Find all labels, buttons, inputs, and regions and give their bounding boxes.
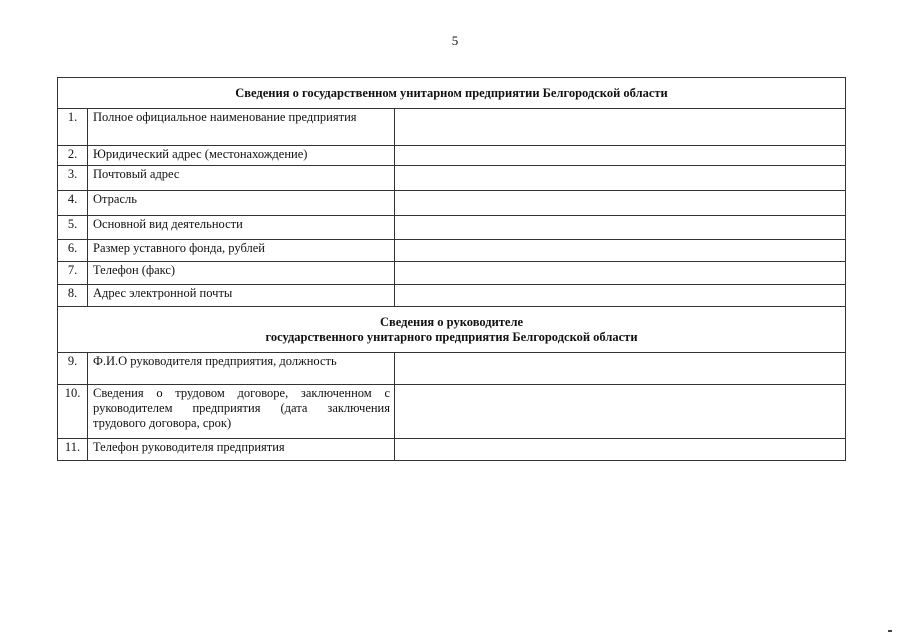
table-row: [58, 385, 846, 439]
row-label: Размер уставного фонда, рублей: [88, 240, 395, 262]
table-row: [58, 216, 846, 240]
row-number: 6.: [58, 240, 88, 262]
row-label: Отрасль: [88, 191, 395, 216]
table-row: [58, 166, 846, 191]
row-value-field[interactable]: [395, 240, 846, 262]
section2-title-line2: государственного унитарного предприятия Белгородской области: [265, 329, 638, 344]
enterprise-info-table: [57, 77, 846, 461]
row-label: Юридический адрес (местонахождение): [88, 146, 395, 166]
table-row: [58, 353, 846, 385]
row-value-field[interactable]: [395, 439, 846, 461]
row-label: Телефон руководителя предприятия: [88, 439, 395, 461]
row-label: Ф.И.О руководителя предприятия, должность: [88, 353, 395, 385]
row-label: Полное официальное наименование предприятия: [88, 109, 395, 146]
row-number: 9.: [58, 353, 88, 385]
row-number: 2.: [58, 146, 88, 166]
row-value-field[interactable]: [395, 285, 846, 307]
row-number: 4.: [58, 191, 88, 216]
row-number: 8.: [58, 285, 88, 307]
row-value-field[interactable]: [395, 109, 846, 146]
row-value-field[interactable]: [395, 191, 846, 216]
row-number: 7.: [58, 262, 88, 285]
row-label: Адрес электронной почты: [88, 285, 395, 307]
row-value-field[interactable]: [395, 146, 846, 166]
table-row: [58, 240, 846, 262]
table-row: [58, 262, 846, 285]
section1-header-row: [58, 78, 846, 109]
row-label: Основной вид деятельности: [88, 216, 395, 240]
table-row: [58, 439, 846, 461]
row-value-field[interactable]: [395, 262, 846, 285]
table-row: [58, 191, 846, 216]
row-label: Сведения о трудовом договоре, заключенном с руководителем предприятия (дата заключения трудового договора, срок): [88, 385, 395, 439]
row-value-field[interactable]: [395, 385, 846, 439]
row-number: 10.: [58, 385, 88, 439]
row-label: Телефон (факс): [88, 262, 395, 285]
page-number: 5: [451, 33, 459, 48]
row-label: Почтовый адрес: [88, 166, 395, 191]
table-row: [58, 146, 846, 166]
section2-title: [58, 307, 846, 353]
table-row: [58, 285, 846, 307]
row-number: 11.: [58, 439, 88, 461]
row-number: 5.: [58, 216, 88, 240]
section2-title-line1: Сведения о руководителе: [379, 314, 524, 329]
row-number: 1.: [58, 109, 88, 146]
row-value-field[interactable]: [395, 216, 846, 240]
section1-title: Сведения о государственном унитарном предприятии Белгородской области: [58, 78, 846, 109]
row-number: 3.: [58, 166, 88, 191]
row-value-field[interactable]: [395, 166, 846, 191]
section2-header-row: [58, 307, 846, 353]
table-row: [58, 109, 846, 146]
row-value-field[interactable]: [395, 353, 846, 385]
scan-mark: [888, 630, 892, 632]
